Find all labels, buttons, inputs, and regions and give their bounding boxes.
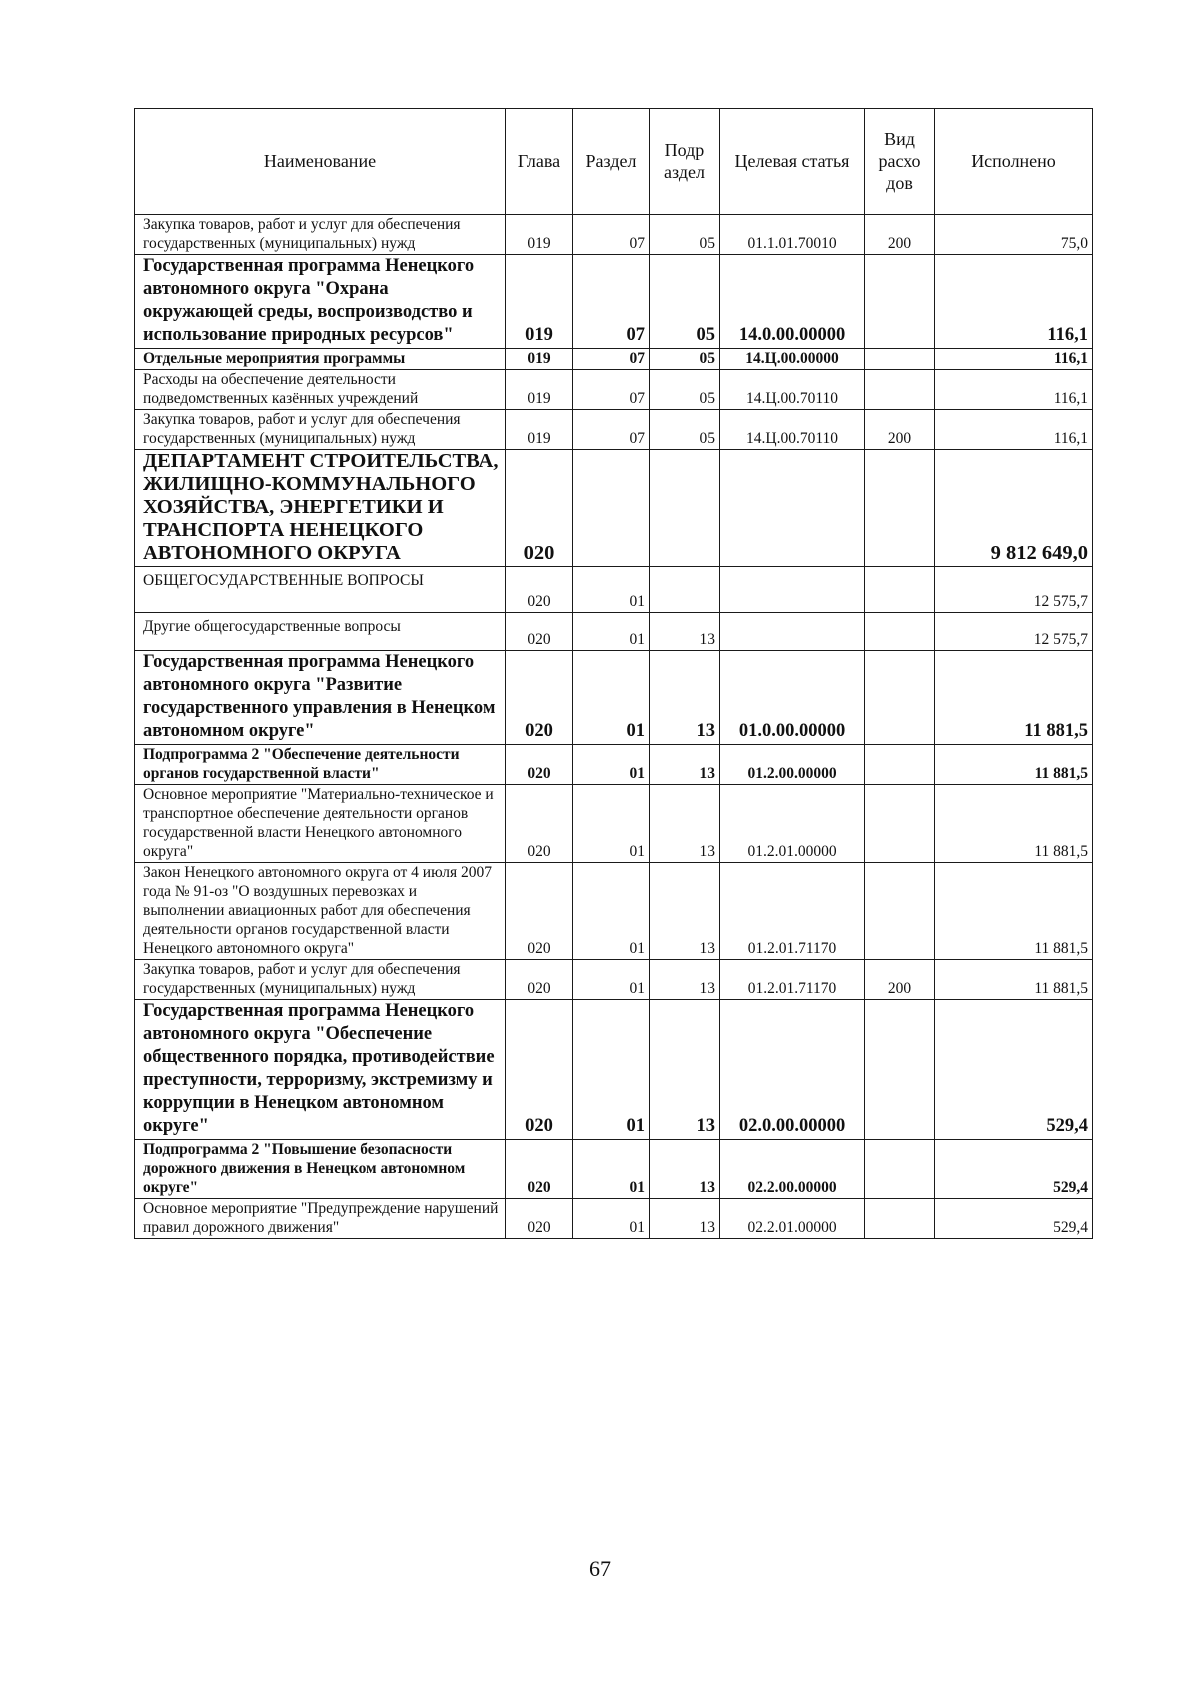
row-subsection: 13 [650,745,720,785]
row-chapter: 020 [506,1000,573,1140]
table-row [135,960,1093,1000]
table-row [135,613,1093,651]
row-executed: 529,4 [935,1140,1093,1199]
row-target: 14.Ц.00.00000 [720,349,865,370]
row-expense-type [865,651,935,745]
row-subsection: 13 [650,1000,720,1140]
row-section: 01 [573,863,650,960]
row-executed: 9 812 649,0 [935,450,1093,567]
row-subsection: 13 [650,863,720,960]
row-name: Закупка товаров, работ и услуг для обеспечения государственных (муниципальных) нужд [135,960,506,1000]
row-section: 07 [573,215,650,255]
row-chapter: 020 [506,1140,573,1199]
row-name: Государственная программа Ненецкого автономного округа "Охрана окружающей среды, воспроизводство и использование природных ресурсов" [135,255,506,349]
table-row [135,349,1093,370]
header-executed: Исполнено [935,109,1093,215]
row-subsection: 05 [650,410,720,450]
row-expense-type [865,370,935,410]
row-chapter: 020 [506,863,573,960]
row-expense-type: 200 [865,960,935,1000]
row-expense-type [865,1140,935,1199]
row-executed: 529,4 [935,1000,1093,1140]
row-expense-type [865,450,935,567]
header-subsection: Подр аздел [650,109,720,215]
header-expense-type: Вид расхо дов [865,109,935,215]
row-name: Государственная программа Ненецкого автономного округа "Развитие государственного управления в Ненецком автономном округе" [135,651,506,745]
row-name: Другие общегосударственные вопросы [135,613,506,651]
row-section: 07 [573,410,650,450]
row-section: 07 [573,349,650,370]
row-name: Подпрограмма 2 "Повышение безопасности дорожного движения в Ненецком автономном округе" [135,1140,506,1199]
row-subsection: 05 [650,255,720,349]
row-chapter: 019 [506,410,573,450]
row-expense-type [865,567,935,613]
table-header-row [135,109,1093,215]
row-subsection: 13 [650,1199,720,1239]
table-row [135,255,1093,349]
row-target: 01.1.01.70010 [720,215,865,255]
row-chapter: 020 [506,745,573,785]
row-chapter: 020 [506,450,573,567]
row-target [720,567,865,613]
row-target: 01.2.01.71170 [720,960,865,1000]
table-row [135,1140,1093,1199]
row-name: Отдельные мероприятия программы [135,349,506,370]
row-name: Основное мероприятие "Предупреждение нарушений правил дорожного движения" [135,1199,506,1239]
row-name: ДЕПАРТАМЕНТ СТРОИТЕЛЬСТВА, ЖИЛИЩНО-КОММУНАЛЬНОГО ХОЗЯЙСТВА, ЭНЕРГЕТИКИ И ТРАНСПОРТА НЕНЕЦКОГО АВТОНОМНОГО ОКРУГА [135,450,506,567]
header-section: Раздел [573,109,650,215]
row-executed: 116,1 [935,410,1093,450]
row-subsection: 13 [650,785,720,863]
row-section: 07 [573,370,650,410]
row-chapter: 020 [506,651,573,745]
budget-execution-table [134,108,1093,1239]
row-target: 01.2.01.71170 [720,863,865,960]
row-subsection: 05 [650,215,720,255]
table-row [135,370,1093,410]
row-chapter: 019 [506,349,573,370]
row-target: 01.2.01.00000 [720,785,865,863]
row-expense-type [865,1199,935,1239]
row-section: 01 [573,960,650,1000]
row-section: 01 [573,1140,650,1199]
row-executed: 116,1 [935,349,1093,370]
page-number: 67 [589,1556,611,1581]
row-target [720,450,865,567]
row-executed: 116,1 [935,255,1093,349]
table-row [135,745,1093,785]
row-section [573,450,650,567]
row-chapter: 020 [506,1199,573,1239]
row-expense-type [865,1000,935,1140]
row-subsection [650,450,720,567]
row-executed: 11 881,5 [935,651,1093,745]
table-row [135,863,1093,960]
table-row [135,215,1093,255]
table-row [135,450,1093,567]
row-target: 01.0.00.00000 [720,651,865,745]
row-target: 14.0.00.00000 [720,255,865,349]
row-section: 01 [573,745,650,785]
row-target: 01.2.00.00000 [720,745,865,785]
row-target [720,613,865,651]
row-executed: 12 575,7 [935,613,1093,651]
row-target: 14.Ц.00.70110 [720,370,865,410]
row-executed: 116,1 [935,370,1093,410]
row-name: Расходы на обеспечение деятельности подведомственных казённых учреждений [135,370,506,410]
row-expense-type [865,613,935,651]
row-expense-type [865,863,935,960]
header-chapter: Глава [506,109,573,215]
row-subsection [650,567,720,613]
row-subsection: 13 [650,1140,720,1199]
row-name: Закупка товаров, работ и услуг для обеспечения государственных (муниципальных) нужд [135,215,506,255]
row-expense-type [865,255,935,349]
row-name: Закупка товаров, работ и услуг для обеспечения государственных (муниципальных) нужд [135,410,506,450]
row-subsection: 13 [650,651,720,745]
row-subsection: 13 [650,613,720,651]
row-executed: 11 881,5 [935,785,1093,863]
row-executed: 11 881,5 [935,745,1093,785]
table-row [135,1000,1093,1140]
row-section: 01 [573,567,650,613]
row-expense-type [865,745,935,785]
table-row [135,1199,1093,1239]
row-executed: 529,4 [935,1199,1093,1239]
row-chapter: 020 [506,960,573,1000]
header-target: Целевая статья [720,109,865,215]
row-name: ОБЩЕГОСУДАРСТВЕННЫЕ ВОПРОСЫ [135,567,506,613]
row-section: 01 [573,785,650,863]
table-row [135,651,1093,745]
row-name: Подпрограмма 2 "Обеспечение деятельности органов государственной власти" [135,745,506,785]
row-expense-type: 200 [865,215,935,255]
row-chapter: 020 [506,613,573,651]
row-section: 01 [573,1199,650,1239]
row-chapter: 020 [506,567,573,613]
row-name: Государственная программа Ненецкого автономного округа "Обеспечение общественного порядка, противодействие преступности, терроризму, экстремизму и коррупции в Ненецком автономном округе" [135,1000,506,1140]
row-section: 01 [573,613,650,651]
row-subsection: 05 [650,370,720,410]
row-target: 02.2.00.00000 [720,1140,865,1199]
row-section: 01 [573,1000,650,1140]
row-name: Закон Ненецкого автономного округа от 4 июля 2007 года № 91-оз "О воздушных перевозках и выполнении авиационных работ для обеспечения деятельности органов государственной власти Ненецкого автономного округа" [135,863,506,960]
row-chapter: 019 [506,255,573,349]
row-executed: 75,0 [935,215,1093,255]
table-row [135,785,1093,863]
table-row [135,410,1093,450]
row-executed: 11 881,5 [935,863,1093,960]
row-target: 02.0.00.00000 [720,1000,865,1140]
row-expense-type [865,349,935,370]
row-executed: 12 575,7 [935,567,1093,613]
row-expense-type: 200 [865,410,935,450]
row-chapter: 019 [506,370,573,410]
row-section: 01 [573,651,650,745]
row-section: 07 [573,255,650,349]
row-expense-type [865,785,935,863]
row-subsection: 13 [650,960,720,1000]
header-name: Наименование [135,109,506,215]
table-row [135,567,1093,613]
row-chapter: 020 [506,785,573,863]
row-target: 14.Ц.00.70110 [720,410,865,450]
row-subsection: 05 [650,349,720,370]
row-chapter: 019 [506,215,573,255]
row-target: 02.2.01.00000 [720,1199,865,1239]
row-name: Основное мероприятие "Материально-техническое и транспортное обеспечение деятельности органов государственной власти Ненецкого автономного округа" [135,785,506,863]
row-executed: 11 881,5 [935,960,1093,1000]
